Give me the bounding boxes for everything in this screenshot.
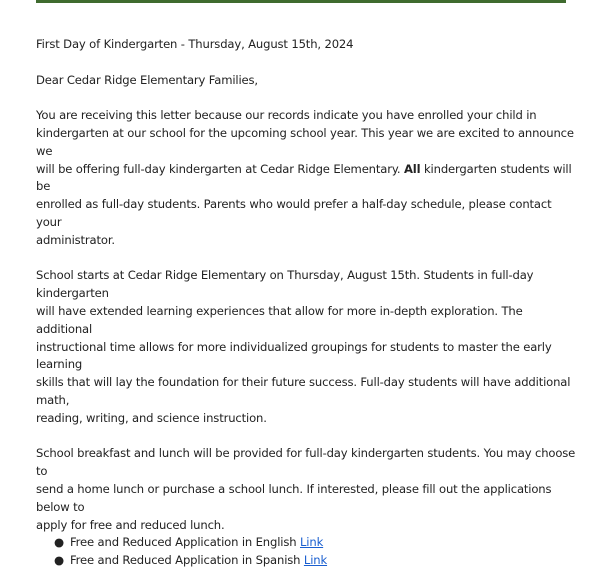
letter-salutation: Dear Cedar Ridge Elementary Families, — [36, 72, 258, 87]
application-label: Free and Reduced Application in English — [70, 535, 300, 550]
letter-title-line: First Day of Kindergarten - Thursday, August 15th, 2024 — [36, 37, 354, 51]
letter-body — [36, 36, 576, 570]
spanish-application-link[interactable]: Link — [303, 553, 328, 568]
bullet-icon: ● — [54, 553, 64, 568]
paragraph-enrollment-bold: All — [403, 161, 421, 176]
header-accent-bar — [36, 0, 566, 3]
english-application-link[interactable]: Link — [299, 535, 324, 550]
application-label: Free and Reduced Application in Spanish — [70, 553, 304, 568]
paragraph-enrollment — [36, 107, 576, 249]
application-list — [36, 534, 576, 570]
bullet-icon: ● — [54, 535, 64, 550]
list-item-english-application — [36, 534, 576, 552]
list-item-spanish-application — [36, 552, 576, 570]
paragraph-school-start: School starts at Cedar Ridge Elementary on Thursday, August 15th. Students in full-day kindergarten will have extended learning experiences that allow for more in-depth exploration. The additional instructional time allows for more individualized groupings for students to master the early learning skills that will lay the foundation for their future success. Full-day students will have additional math, reading, writing, and science instruction. — [36, 268, 571, 425]
paragraph-enrollment-text-1: You are receiving this letter because our records indicate you have enrolled your child in kindergarten at our school for the upcoming school year. This year we are excited to announce we will be offering full-day kindergarten at Cedar Ridge Elementary. — [36, 108, 574, 176]
paragraph-enrollment-text-2: kindergarten students will be enrolled as full-day students. Parents who would prefer a half-day schedule, please contact your administrator. — [36, 161, 572, 247]
paragraph-meals: School breakfast and lunch will be provided for full-day kindergarten students. You may choose to send a home lunch or purchase a school lunch. If interested, please fill out the applications below to apply for free and reduced lunch. — [36, 446, 576, 532]
